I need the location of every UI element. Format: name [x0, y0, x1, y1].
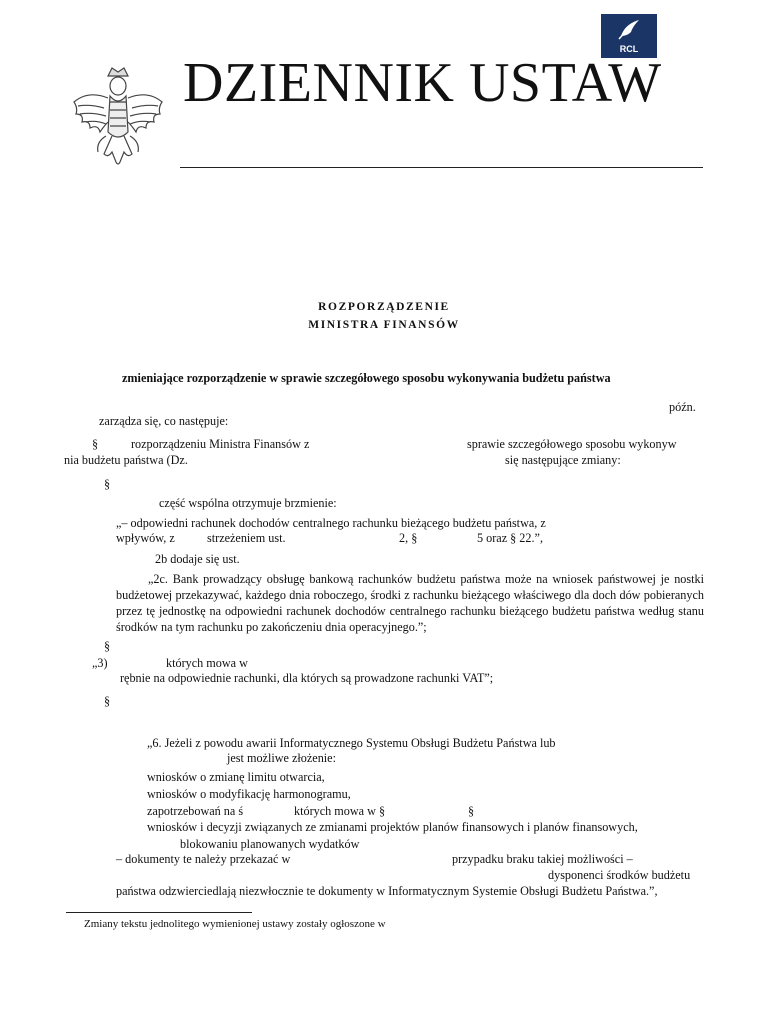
docs-line-d: państwa odzwierciedlają niezwłocznie te dokumenty w Informatycznym Systemie Obsługi Budżetu Państwa.”,	[116, 884, 658, 898]
list-item-5: blokowaniu planowanych wydatków	[180, 837, 360, 851]
quote3-c: rębnie na odpowiednie rachunki, dla których są prowadzone rachunki VAT”;	[120, 671, 494, 685]
issuer-heading: MINISTRA FINANSÓW	[308, 319, 460, 331]
para1-part-a: rozporządzeniu Ministra Finansów z	[131, 437, 310, 451]
wspolna-text: część wspólna otrzymuje brzmienie:	[159, 496, 337, 510]
quote3-a: „3)	[92, 656, 108, 670]
footnote-text: Zmiany tekstu jednolitego wymienionej ustawy zostały ogłoszone w	[84, 918, 386, 930]
eagle-emblem-icon	[68, 62, 168, 174]
para6-b: jest możliwe złożenie:	[227, 751, 336, 765]
list-item-1: wniosków o zmianę limitu otwarcia,	[147, 770, 325, 784]
quote1-line-e: 5 oraz § 22.”,	[477, 531, 543, 545]
docs-line-b: przypadku braku takiej możliwości –	[452, 852, 633, 866]
journal-title: DZIENNIK USTAW	[183, 52, 662, 114]
act-subtitle: zmieniające rozporządzenie w sprawie szczegółowego sposobu wykonywania budżetu państwa	[122, 371, 611, 385]
quill-icon	[617, 18, 641, 40]
quote3-b: których mowa w	[166, 656, 248, 670]
para-2c: „2c. Bank prowadzący obsługę bankową rachunków budżetu państwa może na wniosek państwowej je nostki budżetowej przekazywać, każdego dnia roboczego, środki z rachunku bieżącego właściwego dla doch dów pobieranych przez tę jednostkę na odpowiedni rachunek dochodów centralnego rachunku bieżącego budżetu państwa według stanu środków na tym rachunku po zakończeniu dnia operacyjnego.”;	[116, 572, 704, 634]
quote1-line-a: „– odpowiedni rachunek dochodów centralnego rachunku bieżącego budżetu państwa, z	[116, 516, 546, 530]
footnote-divider	[66, 912, 252, 913]
list-item-2: wniosków o modyfikację harmonogramu,	[147, 787, 351, 801]
add-2b-text: 2b dodaje się ust.	[155, 552, 240, 566]
list-item-4: wniosków i decyzji związanych ze zmianami projektów planów finansowych i planów finansowych,	[147, 820, 638, 834]
pozn-text: późn.	[669, 400, 696, 414]
docs-line-a: – dokumenty te należy przekazać w	[116, 852, 291, 866]
list-item-3a: zapotrzebowań na ś	[147, 804, 244, 818]
section-mark-4: §	[104, 694, 111, 708]
quote1-line-d: 2, §	[399, 531, 418, 545]
docs-line-c: dysponenci środków budżetu	[548, 868, 691, 882]
para6-a: „6. Jeżeli z powodu awarii Informatycznego Systemu Obsługi Budżetu Państwa lub	[147, 736, 556, 750]
quote1-line-c: strzeżeniem ust.	[207, 531, 286, 545]
title-divider	[180, 167, 703, 168]
quote1-line-b: wpływów, z	[116, 531, 175, 545]
list-item-3c: §	[468, 804, 475, 818]
section-mark-1: §	[92, 437, 99, 451]
logo-text: RCL	[619, 44, 639, 54]
section-mark-3: §	[104, 639, 111, 653]
para1-part-b: sprawie szczegółowego sposobu wykonyw	[467, 437, 677, 451]
act-type-heading: ROZPORZĄDZENIE	[318, 301, 450, 313]
para1-part-c: nia budżetu państwa (Dz.	[64, 453, 188, 467]
list-item-3b: których mowa w §	[294, 804, 386, 818]
section-mark-2: §	[104, 477, 111, 491]
zarzadza-text: zarządza się, co następuje:	[99, 414, 229, 428]
para1-part-d: się następujące zmiany:	[505, 453, 621, 467]
